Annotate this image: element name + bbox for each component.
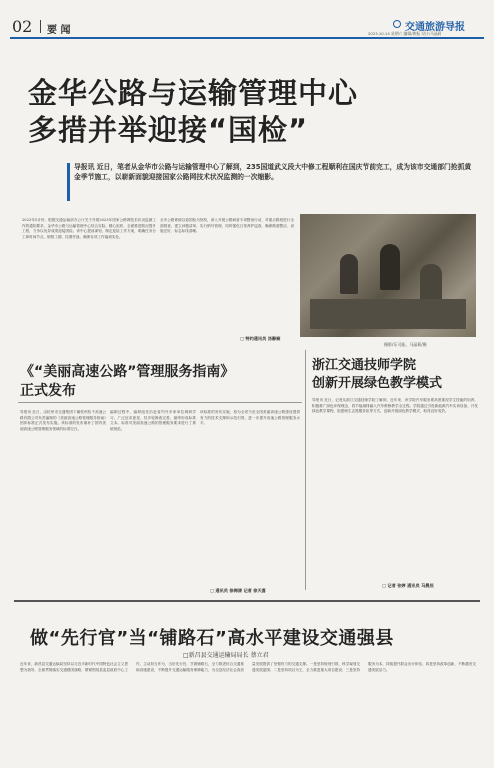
paper-logo-icon	[393, 20, 401, 28]
issue-info: 2023.10.14 星期六 编辑/黄振 设计/马晶莉	[368, 31, 442, 36]
column-divider	[305, 350, 306, 590]
side-title-line1: 浙江交通技师学院	[312, 358, 417, 373]
page-header	[0, 0, 494, 40]
middle-body-col3: 该标准的发布实施，将为全省乃至全国美丽高速公路建设提供有力的技术支撑和示范引领，进一步提升高速公路管理服务水平。	[200, 410, 300, 425]
main-body-col2: 全市公路系统以迎国检为契机，深入开展公路病害专项整治行动，对重点路段进行全面排查，建立问题清单，实行销号管理，同时强化日常养护巡查，确保路面整洁、设施完好、标志标线清晰。	[160, 218, 294, 233]
main-headline-line1: 金华公路与运输管理中心	[28, 76, 359, 110]
middle-title-line1: 《“美丽高速公路”管理服务指南》	[20, 364, 235, 380]
main-photo	[300, 214, 476, 337]
bottom-headline: 做“先行官”当“铺路石”高水平建设交通强县	[30, 628, 394, 649]
lead-accent-bar	[67, 163, 70, 201]
photo-caption: 摄影/乐可能、马晶莉/摄	[384, 342, 427, 347]
main-headline	[28, 76, 468, 148]
photo-machine-icon	[310, 299, 466, 329]
photo-figure-icon	[420, 264, 442, 304]
photo-figure-icon	[380, 244, 400, 290]
photo-figure-icon	[340, 254, 358, 294]
middle-byline: □ 通讯员 徐梅清 记者 徐天喜	[210, 588, 266, 593]
middle-title	[20, 363, 300, 401]
page-number: 02	[12, 17, 33, 36]
section-separator	[14, 600, 480, 602]
header-rule	[10, 37, 484, 39]
main-body-col1: 2023年5月份，根据交通运输部办公厅关于开展2023年国家公路网技术状况监测工作的通知要求，金华市公路与运输管理中心结合实际，精心组织，全面推进路况提升工程，力争以优异成绩迎接国检。该中心提前谋划，制定迎检工作方案，明确任务分工和时间节点，倒排工期，挂图作战，确保各项工作落到实处。	[22, 218, 156, 239]
middle-body-col1: 导报讯 近日，由杭州市交通集团下属杭州杭千高速公路有限公司负责编制的《美丽高速公路管理服务指南》团体标准正式发布实施。该标准的发布填补了国内美丽高速公路管理服务领域的标准空白。	[20, 410, 106, 431]
side-title	[312, 357, 482, 393]
side-byline: □ 记者 张婷 通讯员 马晨辰	[382, 583, 434, 588]
side-body: 导报讯 近日，记者从浙江交通技师学院了解到，近年来，该学院汽车服务系高度重视学生技能的培养，积极推广绿色环保理念，将节能减排融入汽车维修教学全过程。学院通过引进新能源汽车实训设备、开发绿色教学课程、组建师生志愿服务队等方式，创新开展绿色教学模式，取得良好成效。	[312, 398, 478, 413]
bottom-body: 近年来，新昌县交通运输局坚持以习近平新时代中国特色社会主义思想为指导，全面贯彻落实交通强国战略，紧紧围绕县委县政府中心工作，主动担当作为，当好先行官，甘做铺路石，全力推进综合交通基础设施建设，不断提升交通运输服务保障能力，为全县经济社会高质量发展提供了坚强有力的交通支撑。一是坚持规划引领，科学谋划交通发展蓝图；二是坚持项目为王，全力推进重大项目建设；三是坚持服务为本，持续提升群众出行体验；四是坚持改革创新，不断激发交通发展活力。	[20, 662, 476, 672]
main-lead: 导报讯 近日，笔者从金华市公路与运输管理中心了解到，235国道武义段大中修工程顺利在国庆节前完工，成为该市交通部门抢抓黄金季节施工，以崭新面貌迎接国家公路网技术状况监测的一次缩影。	[74, 163, 472, 181]
section-label: 要 闻	[47, 25, 71, 36]
paper-name: 交通旅游导报	[405, 22, 465, 33]
bottom-author: □新昌县交通运输局局长 蔡立君	[183, 652, 269, 659]
middle-title-line2: 正式发布	[20, 383, 76, 399]
main-byline: □ 特约通讯员 汤静娴	[240, 336, 281, 341]
main-headline-line2: 多措并举迎接“国检”	[28, 113, 309, 147]
side-title-line2: 创新开展绿色教学模式	[312, 376, 443, 391]
middle-body-col2: 编制过程中，编制组先后赴省内外多家单位调研学习，广泛征求意见，经多轮修改完善，最终形成标准文本。标准对美丽高速公路的管理服务要求进行了系统规范。	[110, 410, 196, 431]
section-divider	[40, 20, 41, 33]
middle-accent-bar	[18, 402, 302, 403]
